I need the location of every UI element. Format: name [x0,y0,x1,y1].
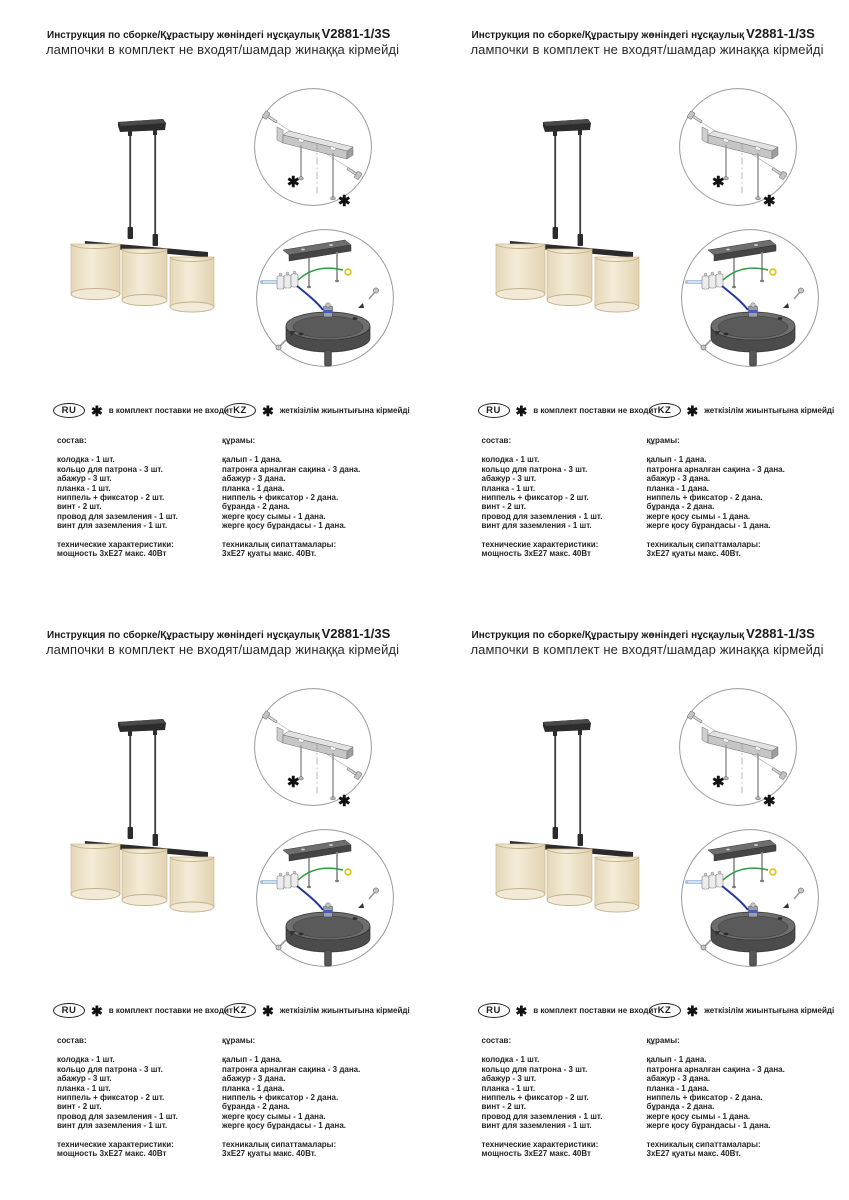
part-item: винт для заземления - 1 шт. [481,1121,592,1131]
page-subtitle: лампочки в комплект не входят/шамдар жинаққа кірмейді [470,642,824,657]
part-item: жерге қосу сымы - 1 дана. [646,1111,751,1121]
parts-items-ru [482,1055,603,1130]
lampshade-right [170,857,214,912]
parts-list-kz [222,436,360,558]
asterisk-icon: ✱ [686,1003,699,1019]
note-ru-text: в комплект поставки не входит [108,1006,233,1015]
part-item: абажур - 3 дана. [222,474,286,484]
parts-list-kz [647,436,785,558]
terminal-block [702,271,723,289]
note-kz-text: жеткізілім жиынтығына кірмейді [279,406,410,415]
tech-value-kz: 3хЕ27 қуаты макс. 40Вт. [222,1149,317,1159]
lampshade-right [595,257,639,312]
part-item: ниппель + фиксатор - 2 дана. [222,1093,339,1103]
part-item: жерге қосу бұрандасы - 1 дана. [222,1121,346,1131]
parts-items-ru [482,455,603,530]
part-item: жерге қосу бұрандасы - 1 дана. [222,521,346,531]
part-item: бұранда - 2 дана. [222,1102,290,1112]
part-item: ниппель + фиксатор - 2 шт. [57,493,165,503]
note-ru-text: в комплект поставки не входит [533,406,658,415]
kz-language-badge: KZ [224,1003,256,1018]
suspension-rods [128,734,158,846]
lampshade-left [71,244,120,300]
asterisk-icon: ✱ [515,403,528,419]
part-item: провод для заземления - 1 шт. [57,511,178,521]
asterisk-icon: ✱ [762,193,776,207]
part-item: планка - 1 шт. [481,1083,536,1093]
tech-header-kz: техникалық сипаттамалары: [222,539,337,549]
part-item: ниппель + фиксатор - 2 дана. [646,1093,763,1103]
page-title [47,26,390,41]
part-item: винт - 2 шт. [481,1102,526,1112]
lamp-illustration [480,92,665,370]
note-ru [53,1000,233,1020]
asterisk-icon: ✱ [91,403,103,419]
asterisk-icon: ✱ [262,1003,274,1019]
part-item: патронға арналған сақина - 3 дана. [646,464,785,474]
page-title [472,626,815,641]
ru-language-badge: RU [53,1003,85,1018]
part-item: ниппель + фиксатор - 2 дана. [646,493,763,503]
parts-list-ru [57,436,178,558]
part-item: провод для заземления - 1 шт. [481,1111,603,1121]
lampshade-middle [122,849,167,906]
note-ru [478,400,658,420]
model-number: V2881-1/3S [746,26,815,41]
part-item: планка - 1 шт. [57,483,111,493]
kz-language-badge: KZ [649,403,681,418]
page-subtitle: лампочки в комплект не входят/шамдар жинаққа кірмейді [46,42,400,57]
part-item: планка - 1 шт. [481,483,536,493]
part-item: бұранда - 2 дана. [646,502,715,512]
parts-header-kz: құрамы: [222,436,256,445]
tech-value-ru: мощность 3хЕ27 макс. 40Вт [481,549,591,559]
title-text: Инструкция по сборке/Құрастыру жөніндегі нұсқаулық [471,30,745,41]
title-text: Инструкция по сборке/Құрастыру жөніндегі нұсқаулық [47,630,320,641]
part-item: кольцо для патрона - 3 шт. [481,464,588,474]
tech-value-ru: мощность 3хЕ27 макс. 40Вт [57,549,167,559]
part-item: провод для заземления - 1 шт. [481,511,603,521]
parts-items-kz [647,1055,785,1130]
parts-items-ru [57,1055,178,1130]
page-subtitle: лампочки в комплект не входят/шамдар жинаққа кірмейді [470,42,824,57]
part-item: колодка - 1 шт. [481,1055,540,1065]
kz-language-badge: KZ [224,403,256,418]
note-kz [649,400,835,420]
part-item: ниппель + фиксатор - 2 шт. [57,1093,165,1103]
model-number: V2881-1/3S [321,626,391,641]
part-item: винт - 2 шт. [481,502,526,512]
part-item: винт для заземления - 1 шт. [57,1121,168,1131]
parts-list-ru [482,436,603,558]
part-item: жерге қосу сымы - 1 дана. [222,1111,326,1121]
lampshade-middle [547,849,592,906]
lampshade-right [170,257,214,312]
part-item: абажур - 3 дана. [646,474,711,484]
terminal-block [277,871,298,889]
tech-value-kz: 3хЕ27 қуаты макс. 40Вт. [646,549,741,559]
part-item: провод для заземления - 1 шт. [57,1111,178,1121]
part-item: планка - 1 дана. [646,1083,709,1093]
lampshade-left [71,844,120,900]
terminal-block [702,871,723,889]
tech-header-ru: технические характеристики: [481,1139,599,1149]
asterisk-icon: ✱ [762,793,776,807]
lampshade-left [496,844,545,900]
tech-header-ru: технические характеристики: [57,1139,174,1149]
note-kz-text: жеткізілім жиынтығына кірмейді [704,1006,835,1015]
note-kz [649,1000,835,1020]
terminal-block [277,271,298,289]
ru-language-badge: RU [53,403,85,418]
asterisk-icon: ✱ [515,1003,528,1019]
part-item: винт для заземления - 1 шт. [481,521,592,531]
ceiling-canopy [118,719,166,736]
parts-list-kz [647,1036,785,1158]
part-item: ниппель + фиксатор - 2 дана. [222,493,339,503]
canopy-wiring-diagram [680,228,820,368]
asterisk-icon: ✱ [711,774,725,791]
page-title [47,626,390,641]
page-title [472,26,815,41]
note-ru [53,400,233,420]
kz-language-badge: KZ [649,1003,681,1018]
part-item: қалып - 1 дана. [222,1055,283,1065]
part-item: винт для заземления - 1 шт. [57,521,168,531]
part-item: абажур - 3 шт. [481,474,537,484]
ceiling-canopy [543,119,591,136]
ceiling-canopy [118,119,166,136]
page-subtitle: лампочки в комплект не входят/шамдар жинаққа кірмейді [46,642,400,657]
asterisk-icon: ✱ [338,793,351,807]
part-item: абажур - 3 дана. [646,1074,711,1084]
part-item: планка - 1 дана. [646,483,709,493]
part-item: колодка - 1 шт. [57,455,115,465]
part-item: колодка - 1 шт. [481,455,540,465]
bracket-mounting-diagram [678,687,798,807]
instruction-sheet [425,0,849,600]
tech-value-kz: 3хЕ27 қуаты макс. 40Вт. [222,549,317,559]
lampshade-middle [547,249,592,306]
instruction-sheet [0,0,425,600]
note-kz [224,400,410,420]
tech-value-ru: мощность 3хЕ27 макс. 40Вт [481,1149,591,1159]
parts-list-ru [57,1036,178,1158]
part-item: бұранда - 2 дана. [646,1102,715,1112]
part-item: кольцо для патрона - 3 шт. [57,464,163,474]
note-ru-text: в комплект поставки не входит [108,406,233,415]
bracket-mounting-diagram [253,687,373,807]
part-item: планка - 1 дана. [222,1083,285,1093]
title-text: Инструкция по сборке/Құрастыру жөніндегі нұсқаулық [47,30,320,41]
asterisk-icon: ✱ [287,774,300,791]
parts-header-kz: құрамы: [646,436,680,445]
asterisk-icon: ✱ [91,1003,103,1019]
bracket-mounting-diagram [253,87,373,207]
parts-header-ru: состав: [57,1036,87,1045]
parts-header-ru: состав: [57,436,87,445]
title-text: Инструкция по сборке/Құрастыру жөніндегі нұсқаулық [471,630,745,641]
part-item: абажур - 3 шт. [57,474,112,484]
note-kz-text: жеткізілім жиынтығына кірмейді [704,406,835,415]
part-item: планка - 1 дана. [222,483,285,493]
model-number: V2881-1/3S [746,626,815,641]
part-item: жерге қосу бұрандасы - 1 дана. [646,1121,771,1131]
ceiling-canopy [543,719,591,736]
tech-header-kz: техникалық сипаттамалары: [222,1139,337,1149]
canopy-wiring-diagram [255,228,395,368]
part-item: планка - 1 шт. [57,1083,111,1093]
tech-header-kz: техникалық сипаттамалары: [646,1139,761,1149]
lamp-illustration [55,92,240,370]
parts-items-kz [222,455,360,530]
part-item: қалып - 1 дана. [222,455,283,465]
part-item: жерге қосу сымы - 1 дана. [222,511,326,521]
parts-items-kz [647,455,785,530]
parts-list-kz [222,1036,360,1158]
instruction-sheet [425,600,849,1200]
asterisk-icon: ✱ [287,174,300,191]
part-item: патронға арналған сақина - 3 дана. [222,1064,361,1074]
note-ru-text: в комплект поставки не входит [533,1006,658,1015]
parts-header-kz: құрамы: [646,1036,680,1045]
part-item: абажур - 3 шт. [481,1074,537,1084]
tech-header-ru: технические характеристики: [481,539,599,549]
part-item: кольцо для патрона - 3 шт. [57,1064,163,1074]
part-item: қалып - 1 дана. [646,1055,707,1065]
note-ru [478,1000,658,1020]
parts-header-ru: состав: [481,436,512,445]
note-kz [224,1000,410,1020]
ru-language-badge: RU [478,403,510,418]
part-item: ниппель + фиксатор - 2 шт. [481,1093,589,1103]
part-item: кольцо для патрона - 3 шт. [481,1064,588,1074]
asterisk-icon: ✱ [686,403,699,419]
lampshade-middle [122,249,167,306]
tech-value-ru: мощность 3хЕ27 макс. 40Вт [57,1149,167,1159]
suspension-rods [128,134,158,246]
lampshade-left [496,244,545,300]
suspension-rods [552,134,582,246]
tech-header-kz: техникалық сипаттамалары: [646,539,761,549]
asterisk-icon: ✱ [338,193,351,207]
lamp-illustration [480,692,665,970]
part-item: бұранда - 2 дана. [222,502,290,512]
canopy-wiring-diagram [255,828,395,968]
part-item: винт - 2 шт. [57,502,102,512]
asterisk-icon: ✱ [262,403,274,419]
parts-header-ru: состав: [481,1036,512,1045]
parts-items-ru [57,455,178,530]
canopy-wiring-diagram [680,828,820,968]
part-item: абажур - 3 дана. [222,1074,286,1084]
tech-header-ru: технические характеристики: [57,539,174,549]
part-item: винт - 2 шт. [57,1102,102,1112]
suspension-rods [552,734,582,846]
part-item: колодка - 1 шт. [57,1055,115,1065]
parts-header-kz: құрамы: [222,1036,256,1045]
lampshade-right [595,857,639,912]
bracket-mounting-diagram [678,87,798,207]
asterisk-icon: ✱ [711,174,725,191]
instruction-sheet [0,600,425,1200]
part-item: қалып - 1 дана. [646,455,707,465]
parts-list-ru [482,1036,603,1158]
part-item: патронға арналған сақина - 3 дана. [222,464,361,474]
model-number: V2881-1/3S [321,26,391,41]
parts-items-kz [222,1055,360,1130]
part-item: жерге қосу сымы - 1 дана. [646,511,751,521]
lamp-illustration [55,692,240,970]
part-item: жерге қосу бұрандасы - 1 дана. [646,521,771,531]
ru-language-badge: RU [478,1003,510,1018]
tech-value-kz: 3хЕ27 қуаты макс. 40Вт. [646,1149,741,1159]
part-item: ниппель + фиксатор - 2 шт. [481,493,589,503]
note-kz-text: жеткізілім жиынтығына кірмейді [279,1006,410,1015]
part-item: патронға арналған сақина - 3 дана. [646,1064,785,1074]
part-item: абажур - 3 шт. [57,1074,112,1084]
